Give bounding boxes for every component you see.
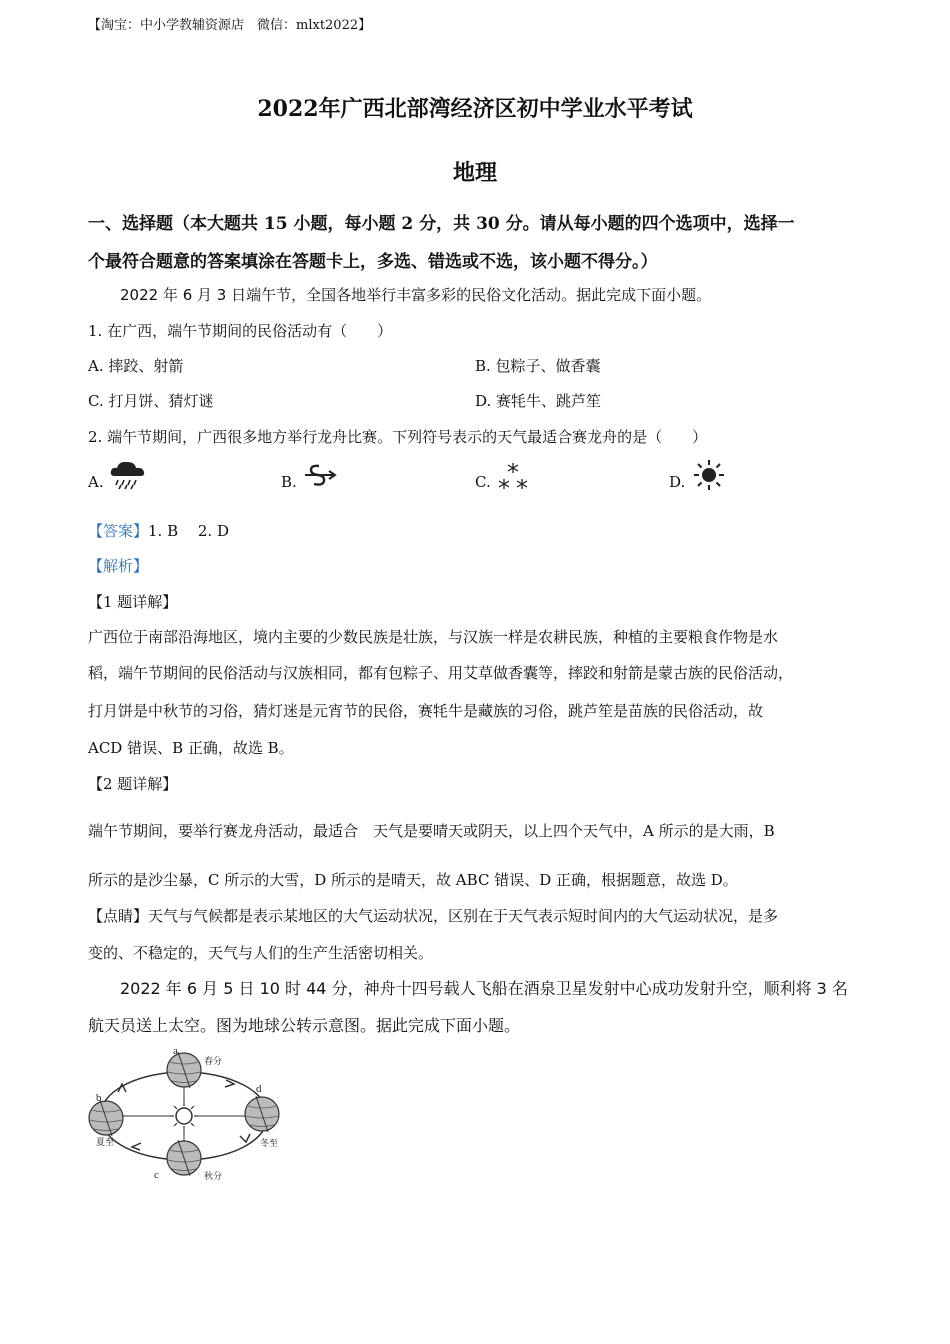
q2-option-d[interactable]: D.	[669, 473, 686, 491]
q2-option-b[interactable]: B.	[281, 473, 297, 491]
section1-intro: 2022 年 6 月 3 日端午节，全国各地举行丰富多彩的民俗文化活动。据此完成下面小题。	[120, 286, 712, 304]
detail1-line3: 打月饼是中秋节的习俗，猜灯迷是元宵节的民俗，赛牦牛是藏族的习俗，跳芦笙是苗族的民俗活动，故	[88, 702, 764, 720]
answer-label: 【答案】	[88, 522, 149, 540]
earth-a-icon	[167, 1052, 201, 1088]
q1-stem: 1. 在广西，端午节期间的民俗活动有（ ）	[88, 322, 393, 340]
orbit-arrow-icon	[225, 1080, 234, 1087]
tip-line2: 变的、不稳定的，天气与人们的生产生活密切相关。	[88, 944, 434, 962]
q1-option-b[interactable]: B. 包粽子、做香囊	[475, 357, 601, 375]
q2-option-c[interactable]: C.	[475, 473, 491, 491]
tip-line1	[88, 905, 778, 926]
analysis-label: 【解析】	[88, 557, 149, 575]
detail1-line1: 广西位于南部沿海地区，境内主要的少数民族是壮族，与汉族一样是农耕民族，种植的主要粮食作物是水	[88, 628, 779, 646]
earth-c-icon	[167, 1140, 201, 1176]
earth-b-icon	[89, 1100, 123, 1136]
answer-text: 1. B 2. D	[148, 522, 229, 540]
term-winter: 冬至	[260, 1139, 279, 1149]
q2-stem: 2. 端午节期间，广西很多地方举行龙舟比赛。下列符号表示的天气最适合赛龙舟的是（ ）	[88, 428, 708, 446]
q2-option-a[interactable]: A.	[88, 473, 104, 491]
detail2-line2: 所示的是沙尘暴，C 所示的大雪，D 所示的是晴天，故 ABC 错误、D 正确，根据题意，故选 D。	[88, 871, 738, 889]
detail2-label: 【2 题详解】	[88, 775, 178, 793]
tip-text-1: 天气与气候都是表示某地区的大气运动状况，区别在于天气表示短时间内的大气运动状况，是多	[148, 907, 779, 925]
label-d: d	[256, 1083, 262, 1095]
sandstorm-icon	[301, 462, 339, 488]
section1-heading-line1: 一、选择题（本大题共 15 小题，每小题 2 分，共 30 分。请从每小题的四个选项中，选择一	[88, 214, 795, 234]
earth-orbit-diagram	[84, 1044, 288, 1184]
sunny-icon	[692, 458, 726, 492]
label-b: b	[96, 1092, 102, 1104]
tip-label: 【点睛】	[88, 907, 149, 925]
detail1-label: 【1 题详解】	[88, 593, 178, 611]
detail2-line1: 端午节期间，要举行赛龙舟活动，最适合 天气是要晴天或阴天，以上四个天气中，A 所示的是大雨，B	[88, 822, 775, 840]
header-note: 【淘宝：中小学教辅资源店 微信：mlxt2022】	[88, 18, 372, 33]
section2-intro-line2: 航天员送上太空。图为地球公转示意图。据此完成下面小题。	[88, 1016, 521, 1035]
q1-option-a[interactable]: A. 摔跤、射箭	[88, 357, 184, 375]
detail1-line4: ACD 错误、B 正确，故选 B。	[88, 739, 294, 757]
earth-d-icon	[245, 1096, 279, 1132]
sun-icon	[170, 1102, 198, 1130]
detail1-line2: 稻，端午节期间的民俗活动与汉族相同，都有包粽子、用艾草做香囊等，摔跤和射箭是蒙古族的民俗活动，	[88, 664, 794, 682]
answer-line	[88, 520, 229, 541]
orbit-arrow-icon	[132, 1143, 141, 1150]
exam-title: 2022年广西北部湾经济区初中学业水平考试	[257, 96, 693, 122]
term-autumn: 秋分	[204, 1172, 223, 1182]
q1-option-d[interactable]: D. 赛牦牛、跳芦笙	[475, 392, 602, 410]
section2-intro-line1: 2022 年 6 月 5 日 10 时 44 分，神舟十四号载人飞船在酒泉卫星发射中心成功发射升空，顺利将 3 名	[120, 979, 848, 998]
term-spring: 春分	[204, 1057, 223, 1067]
heavy-snow-icon	[496, 462, 530, 492]
label-a: a	[173, 1045, 178, 1057]
q1-option-c[interactable]: C. 打月饼、猜灯谜	[88, 392, 214, 410]
subject-title: 地理	[452, 160, 497, 186]
section1-heading-line2: 个最符合题意的答案填涂在答题卡上，多选、错选或不选，该小题不得分。）	[88, 252, 658, 272]
orbit-arrow-icon	[240, 1134, 250, 1142]
label-c: c	[154, 1169, 159, 1181]
term-summer: 夏至	[96, 1138, 115, 1148]
heavy-rain-icon	[108, 458, 148, 490]
